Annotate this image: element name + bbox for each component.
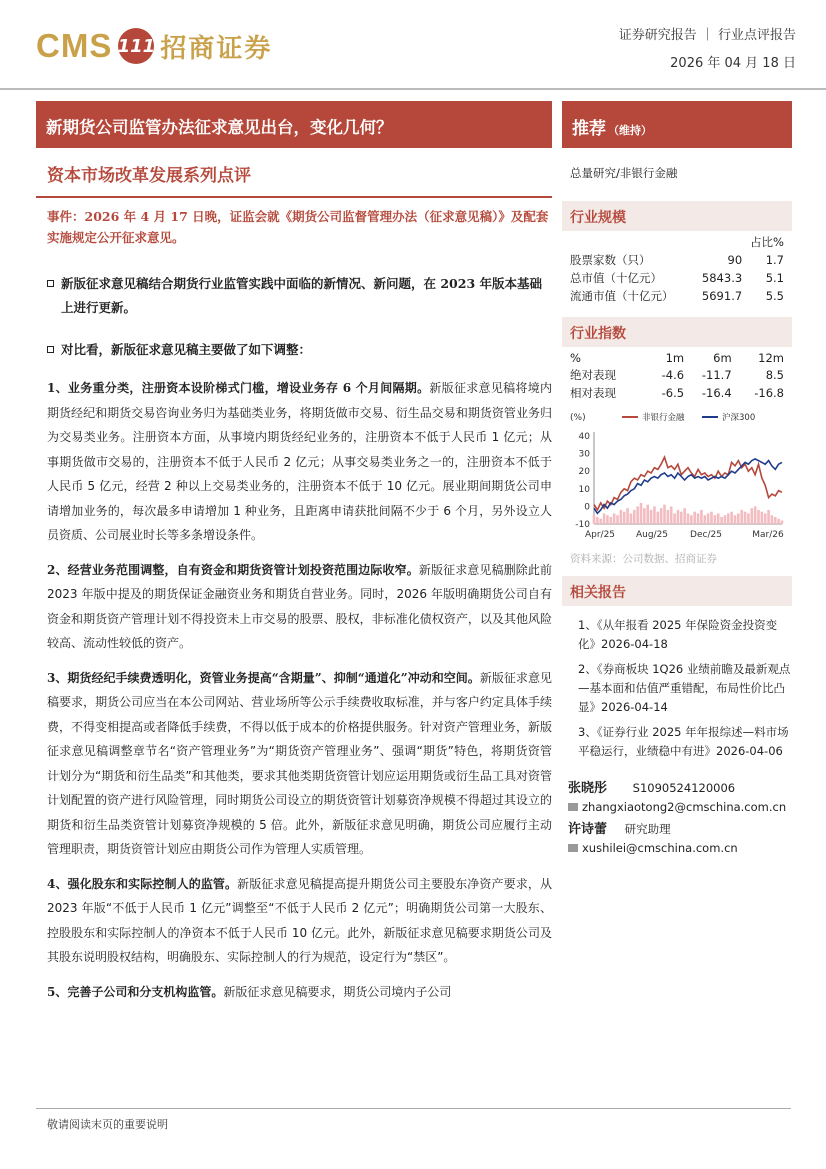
analyst-entry [568,777,792,814]
bullet-square-icon [47,280,54,287]
series-line [594,457,782,510]
volume-bar [761,512,764,524]
volume-bar [703,515,706,524]
report-title: 新期货公司监管办法征求意见出台，变化几何？ [36,101,552,148]
scale-row-pct: 5.1 [765,271,784,285]
volume-bar [623,512,626,524]
volume-bar [640,503,643,524]
sidebar [562,150,792,855]
volume-bar [603,513,606,524]
event-summary: 事件：2026 年 4 月 17 日晚，证监会就《期货公司监督管理办法（征求意见稿）》及配套实施规定公开征求意见。 [47,209,549,245]
analyst-role: 研究助理 [624,822,671,836]
point-paragraph [47,558,552,656]
volume-bar [734,515,737,524]
volume-bar [754,506,757,524]
y-tick-label: 20 [578,467,590,478]
bullet-text: 对比看，新版征求意见稿主要做了如下调整： [61,342,312,357]
volume-bar [714,515,717,524]
volume-bar [757,510,760,524]
category-label: 总量研究/非银行金融 [570,166,678,180]
y-tick-label: 10 [578,484,590,495]
volume-bar [771,515,774,524]
analyst-entry [568,818,792,855]
report-date: 2026 年 04 月 18 日 [670,56,796,71]
table-row [562,269,792,287]
y-tick-label: 40 [578,432,590,442]
volume-bar [663,505,666,524]
rating-sub: （维持） [608,124,652,137]
volume-bar [656,512,659,524]
chart-ylabel: (%) [570,413,586,423]
table-row [562,251,792,269]
volume-bar [599,519,602,524]
table-header-row [562,349,792,366]
point-heading: 3、期货经纪手续费透明化，资管业务提高“含期量”、抑制“通道化”冲动和空间。 [47,670,480,685]
volume-bar [680,512,683,524]
scale-row-value: 90 [727,253,743,267]
point-paragraph [47,980,552,1005]
volume-bar [633,510,636,524]
volume-bar [707,513,710,524]
table-row [562,384,792,402]
legend-label: 非银行金融 [642,413,685,423]
volume-bar [613,513,616,524]
volume-bar [596,517,599,524]
index-cell: -11.7 [701,368,732,382]
rating-label: 推荐 [572,119,606,139]
bullet-point [47,272,552,320]
volume-bar [677,510,680,524]
volume-bar [687,513,690,524]
bullet-point [47,338,552,362]
volume-bar [727,513,730,524]
point-heading: 5、完善子公司和分支机构监管。 [47,984,224,999]
point-body: 新版征求意见稿要求，期货公司应当在本公司网站、营业场所等公示手续费收取标准，并与客户约定具体手续费，不得变相提高或者降低手续费，不得以低于成本的价格提供服务。针对资产管理业务，新版征求意见稿调整章节名“资产管理业务”为“期货资产管理业务”、强调“期货”特色，将期货资管计划分为“期货和衍生品类”和其他类，要求其他类期货资管计划应运用期货或衍生品工具对资管计划配置的资产进行风险管理，同时期货公司设立的期货资管计划募资净规模不得超过其设立的期货和衍生品类资管计划募资净规模的 5 倍。此外，新版征求意见明确，期货公司应履行主动管理职责，期货资管计划应由期货公司作为管理人实质管理。 [47,670,552,856]
x-tick-label: Mar/26 [752,530,784,540]
x-tick-label: Aug/25 [635,530,669,540]
scale-pct-header: 占比% [750,235,784,249]
point-heading: 1、业务重分类，注册资本设阶梯式门槛，增设业务存 6 个月间隔期。 [47,381,430,395]
volume-bar [693,512,696,524]
index-col-header: 1m [665,350,685,365]
volume-bar [700,510,703,524]
mail-icon [568,803,578,811]
header-divider [0,88,826,90]
volume-bar [606,515,609,524]
analyst-email[interactable]: xushilei@cmschina.com.cn [582,841,738,855]
index-table [562,349,792,402]
mail-icon [568,844,578,852]
volume-bar [767,510,770,524]
table-row [562,366,792,384]
volume-bar [724,515,727,524]
index-cell: 8.5 [765,368,784,382]
report-header [0,0,826,92]
volume-bar [670,506,673,524]
point-paragraph [47,666,552,862]
related-report-link[interactable]: 2、《券商板块 1Q26 业绩前瞻及最新观点—基本面和估值严重错配，布局性价比凸显》2026-04-14 [578,662,791,714]
y-tick-label: -10 [575,520,590,530]
volume-bar [764,513,767,524]
scale-table [562,233,792,305]
analyst-email-row [568,841,792,855]
volume-bar [653,506,656,524]
volume-bar [650,510,653,524]
y-tick-label: 0 [584,502,590,513]
index-chart [562,406,792,549]
analyst-email[interactable]: zhangxiaotong2@cmschina.com.cn [582,800,787,814]
index-cell: -6.5 [661,386,685,400]
volume-bar [626,508,629,524]
related-report-link[interactable]: 1、《从年报看 2025 年保险资金投资变化》2026-04-18 [578,618,778,651]
point-body: 新版征求意见稿要求，期货公司境内子公司 [223,984,452,999]
index-chart-svg [562,406,792,546]
volume-bar [667,510,670,524]
volume-bar [620,510,623,524]
volume-bar [646,505,649,524]
index-section-title: 行业指数 [562,317,792,347]
x-tick-label: Dec/25 [690,530,722,540]
point-body: 新版征求意见稿将境内期货经纪和期货交易咨询业务归为基础类业务，将期货做市交易、衍生品交易和期货资管业务归为交易类业务。注册资本方面，从事境内期货经纪业务的，注册资本不低于人民币 1 亿元；从事期货做市交易的，注册资本不低于人民币 2 亿元；从事交易类业务之一的，注册资本不低于人民币 5 亿元，经营 2 种以上交易类业务的，注册资本不低于 10 亿元。展业期间期货公司申请增加业务的，每次最多申请增加 1 种业务，且距离申请获批间隔不少于 6 个月，另外设立人员资质、公司展业时长等多条增设条件。 [47,381,552,542]
volume-bar [690,515,693,524]
analyst-name: 许诗蕾 [568,822,608,837]
scale-section-title: 行业规模 [562,201,792,231]
scale-row-name: 股票家数（只） [570,253,651,267]
table-row [562,287,792,305]
report-subtitle: 资本市场改革发展系列点评 [47,166,251,186]
subtitle-divider [36,196,552,198]
bullet-square-icon [47,346,54,353]
volume-bar [747,513,750,524]
chart-source: 资料来源：公司数据、招商证券 [570,553,717,565]
volume-bar [697,513,700,524]
volume-bar [643,508,646,524]
logo-emblem-icon: 111 [118,28,154,64]
volume-bar [720,517,723,524]
related-section-title: 相关报告 [562,576,792,606]
point-paragraph [47,872,552,970]
index-cell: -16.8 [754,386,784,400]
point-body: 新版征求意见稿删除此前 2023 年版中提及的期货保证金融资业务和期货自营业务。同时，2026 年版明确期货公司自有资金和期货资产管理计划不得投资未上市交易的股票、股权，非标准化债权资产，以及其他风险较高、流动性较低的资产。 [47,562,552,650]
volume-bar [781,520,784,524]
volume-bar [737,513,740,524]
volume-bar [609,517,612,524]
volume-bar [774,517,777,524]
point-heading: 2、经营业务范围调整，自有资金和期货资管计划投资范围边际收窄。 [47,562,419,577]
volume-bar [593,515,596,524]
volume-bar [660,508,663,524]
related-report-link[interactable]: 3、《证券行业 2025 年年报综述—料市场平稳运行，业绩稳中有进》2026-04-06 [578,725,789,758]
volume-bar [740,510,743,524]
scale-row-name: 总市值（十亿元） [570,271,662,285]
index-col-header: 6m [713,350,732,365]
volume-bar [730,512,733,524]
volume-bar [630,513,633,524]
rating-banner [562,101,792,148]
index-col-header: 12m [758,350,784,365]
index-col-header: % [570,350,581,365]
footer-note: 敬请阅读末页的重要说明 [47,1118,168,1131]
volume-bar [717,513,720,524]
volume-bar [683,508,686,524]
y-tick-label: 30 [578,449,590,460]
volume-bar [673,513,676,524]
scale-row-name: 流通市值（十亿元） [570,289,674,303]
company-logo [36,24,272,68]
main-body [47,272,552,1004]
point-body: 新版征求意见稿提高提升期货公司主要股东净资产要求，从 2023 年版“不低于人民币 1 亿元”调整至“不低于人民币 2 亿元”；明确期货公司第一大股东、控股股东和实际控制人的净资本不低于人民币 10 亿元。此外，新版征求意见稿要求期货公司及其股东说明股权结构，明确股东、实际控制人的行为规范，设定行为“禁区”。 [47,876,552,964]
report-type: 证券研究报告 ｜ 行业点评报告 [618,28,796,43]
logo-chinese-name: 招商证券 [160,33,273,64]
volume-bar [616,515,619,524]
volume-bar [636,506,639,524]
scale-row-value: 5691.7 [701,289,743,303]
volume-bar [710,512,713,524]
analyst-email-row [568,800,792,814]
index-row-name: 相对表现 [570,386,616,400]
legend-label: 沪深300 [722,413,756,423]
point-paragraph [47,376,552,548]
x-tick-label: Apr/25 [584,530,616,540]
volume-bar [777,519,780,524]
point-heading: 4、强化股东和实际控制人的监管。 [47,876,238,891]
footer-divider [36,1108,791,1109]
index-cell: -16.4 [701,386,732,400]
related-reports [562,616,792,761]
volume-bar [744,512,747,524]
index-cell: -4.6 [661,368,685,382]
scale-row-value: 5843.3 [701,271,743,285]
bullet-text: 新版征求意见稿结合期货行业监管实践中面临的新情况、新问题，在 2023 年版本基础上进行更新。 [61,276,542,315]
scale-row-pct: 1.7 [765,253,784,267]
scale-row-pct: 5.5 [765,289,784,303]
index-row-name: 绝对表现 [570,368,616,382]
logo-cms-text: CMS [36,27,113,64]
analyst-block [562,777,792,855]
volume-bar [750,508,753,524]
analyst-license: S1090524120006 [632,781,736,795]
analyst-name: 张晓彤 [568,781,608,796]
